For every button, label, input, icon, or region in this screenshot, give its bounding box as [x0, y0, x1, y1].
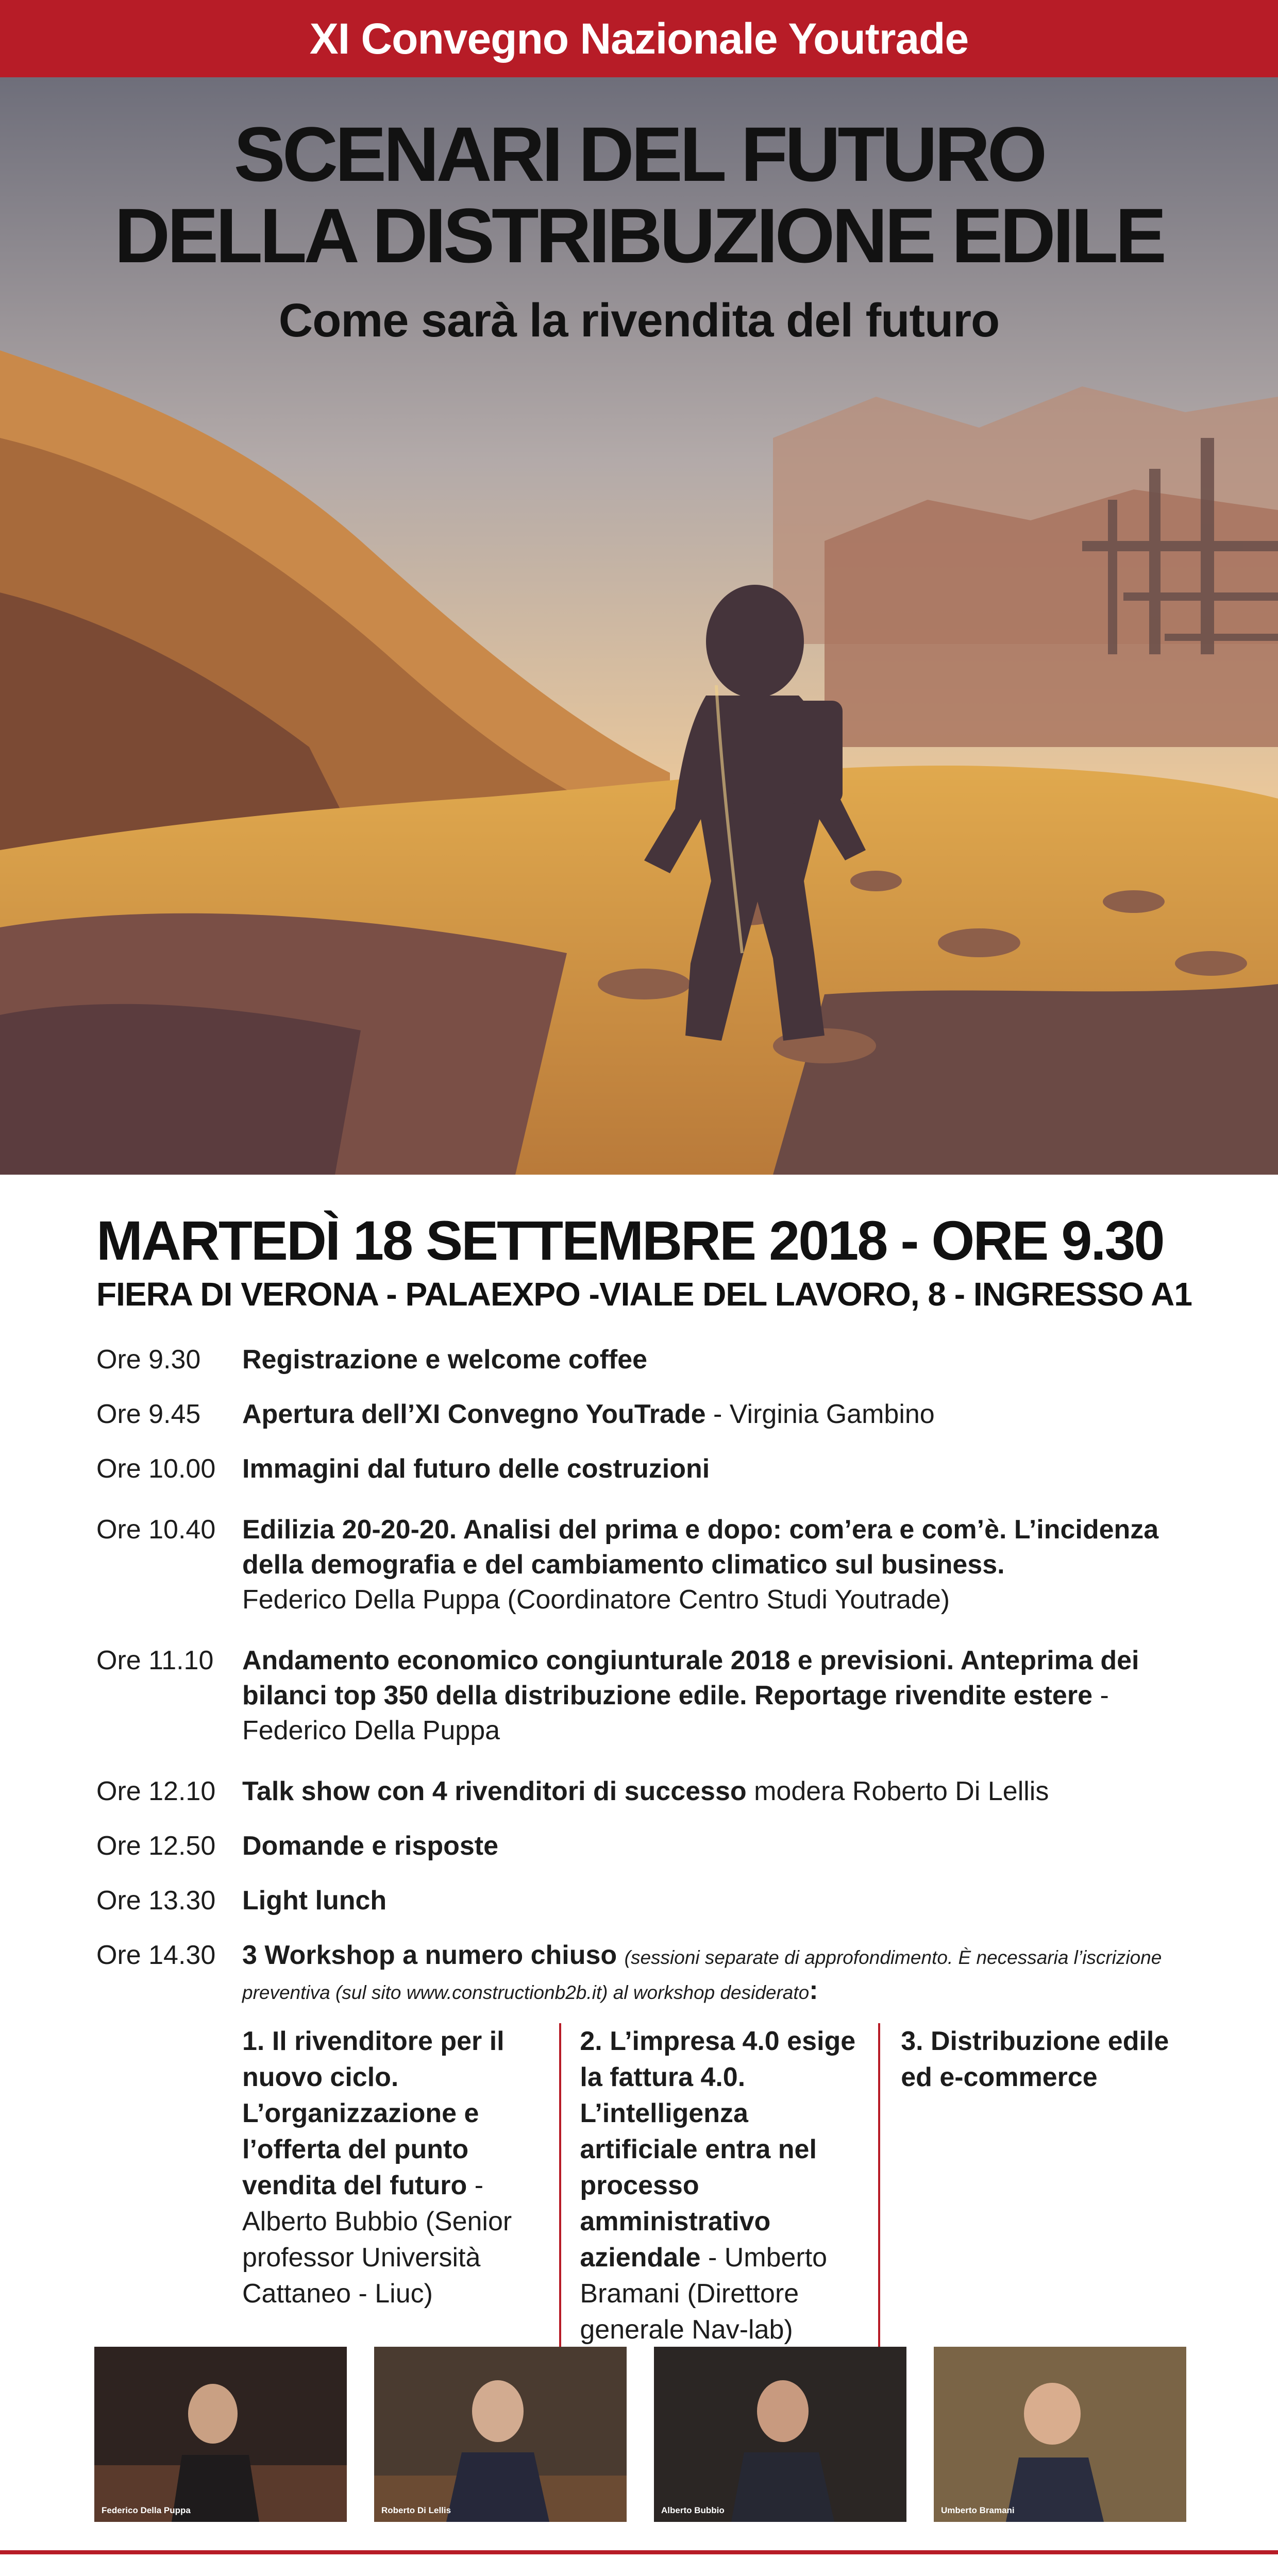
workshop-title: 3 Workshop a numero chiuso [242, 1940, 617, 1970]
program-title: Andamento economico congiunturale 2018 e previsioni. Anteprima dei bilanci top 350 della distribuzione edile. Reportage rivendite estere [242, 1646, 1139, 1710]
program-time: Ore 11.10 [96, 1646, 214, 1675]
program-row [96, 1451, 1199, 1486]
program-time: Ore 10.00 [96, 1454, 216, 1484]
program-row [96, 1342, 1199, 1377]
speaker-caption: Alberto Bubbio [661, 2505, 725, 2515]
program-title: Immagini dal futuro delle costruzioni [242, 1454, 710, 1484]
program-time: Ore 10.40 [96, 1515, 216, 1545]
event-name: XI Convegno Nazionale Youtrade [309, 14, 969, 63]
speaker-caption: Federico Della Puppa [102, 2505, 191, 2515]
speaker-photo [934, 2347, 1186, 2522]
program-time: Ore 14.30 [96, 1940, 216, 1970]
program-row [96, 1883, 1199, 1918]
workshop-note: (sessioni separate di approfondimento. È necessaria l’iscrizione preventiva (sul sito www.constructionb2b.it) al workshop desiderato [242, 1947, 1162, 2003]
program-row [96, 1643, 1199, 1748]
event-date: MARTEDÌ 18 SETTEMBRE 2018 - ORE 9.30 [96, 1209, 1164, 1272]
speaker-photo [654, 2347, 906, 2522]
hero-illustration [0, 77, 1278, 1175]
workshop-1-speaker: - Alberto Bubbio (Senior professor Università Cattaneo - Liuc) [242, 2171, 512, 2309]
speaker-photo [94, 2347, 347, 2522]
speaker-caption: Roberto Di Lellis [381, 2505, 451, 2515]
program-time: Ore 12.50 [96, 1831, 216, 1861]
program-title: Light lunch [242, 1886, 387, 1916]
workshop-columns [242, 2023, 1199, 2348]
program-row [96, 1512, 1199, 1617]
workshop-2 [561, 2023, 880, 2348]
workshop-2-title: 2. L’impresa 4.0 esige la fattura 4.0. L’intelligenza artificiale entra nel processo amministrativo aziendale [580, 2026, 856, 2273]
program-detail: - Virginia Gambino [705, 1399, 935, 1429]
program-time: Ore 9.30 [96, 1345, 201, 1375]
program-title: Talk show con 4 rivenditori di successo [242, 1776, 747, 1806]
workshop-row [96, 1938, 1199, 2008]
event-venue: FIERA DI VERONA - PALAEXPO -VIALE DEL LAVORO, 8 - INGRESSO A1 [96, 1276, 1192, 1313]
program [96, 1342, 1199, 2348]
program-time: Ore 13.30 [96, 1886, 216, 1916]
hero-title [0, 111, 1278, 279]
speaker-photo [374, 2347, 627, 2522]
workshop-colon: : [809, 1975, 818, 2005]
top-banner [0, 0, 1278, 77]
hero-subtitle: Come sarà la rivendita del futuro [278, 294, 1000, 347]
program-title: Apertura dell’XI Convegno YouTrade [242, 1399, 706, 1429]
program-title: Edilizia 20-20-20. Analisi del prima e dopo: com’era e com’è. L’incidenza della demografia e del cambiamento climatico sul business. [242, 1515, 1159, 1580]
program-time: Ore 12.10 [96, 1776, 216, 1806]
workshop-2-speaker: - Umberto Bramani (Direttore generale Nav-lab) [580, 2243, 828, 2345]
program-title: Domande e risposte [242, 1831, 499, 1861]
program-detail: Federico Della Puppa (Coordinatore Centro Studi Youtrade) [242, 1585, 950, 1615]
program-time: Ore 9.45 [96, 1399, 201, 1429]
program-detail: - Federico Della Puppa [242, 1681, 1109, 1745]
speaker-caption: Umberto Bramani [941, 2505, 1015, 2515]
workshop-1 [242, 2023, 561, 2348]
workshop-3 [880, 2023, 1199, 2348]
program-detail: modera Roberto Di Lellis [746, 1776, 1049, 1806]
program-row [96, 1397, 1199, 1432]
program-title: Registrazione e welcome coffee [242, 1345, 648, 1375]
hero-title-line1: SCENARI DEL FUTURO [233, 111, 1045, 197]
workshop-1-title: 1. Il rivenditore per il nuovo ciclo. L’organizzazione e l’offerta del punto vendita del futuro [242, 2026, 505, 2200]
divider [0, 2550, 1278, 2554]
hero-title-line2: DELLA DISTRIBUZIONE EDILE [114, 192, 1164, 279]
program-row [96, 1774, 1199, 1809]
speaker-photos [94, 2347, 1187, 2522]
workshop-3-title: 3. Distribuzione edile ed e-commerce [901, 2026, 1169, 2092]
program-row [96, 1828, 1199, 1863]
